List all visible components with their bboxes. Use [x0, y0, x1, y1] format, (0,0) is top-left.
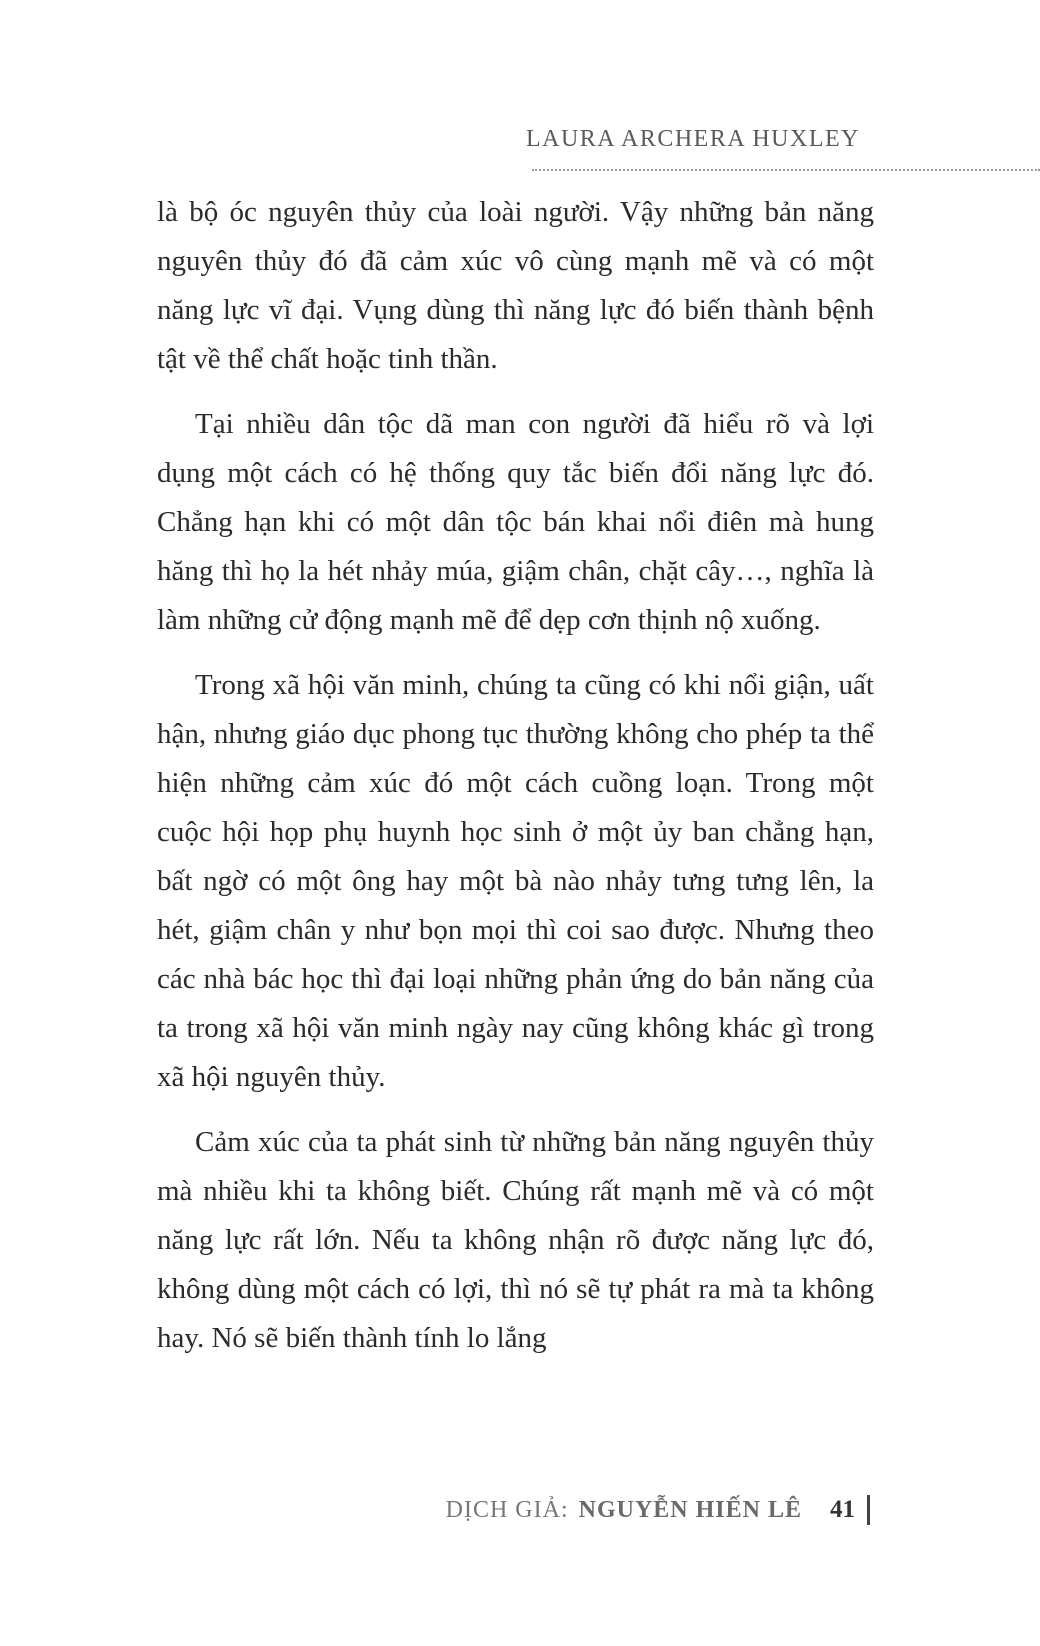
paragraph-2: Tại nhiều dân tộc dã man con người đã hiểu rõ và lợi dụng một cách có hệ thống quy tắc biến đổi năng lực đó. Chẳng hạn khi có một dân tộc bán khai nổi điên mà hung hăng thì họ la hét nhảy múa, giậm chân, chặt cây…, nghĩa là làm những cử động mạnh mẽ để dẹp cơn thịnh nộ xuống.: [157, 408, 874, 636]
page-number-bar: [867, 1495, 870, 1525]
translator-name: NGUYỄN HIẾN LÊ: [578, 1496, 802, 1523]
paragraph-3: Trong xã hội văn minh, chúng ta cũng có khi nổi giận, uất hận, nhưng giáo dục phong tục thường không cho phép ta thể hiện những cảm xúc đó một cách cuồng loạn. Trong một cuộc hội họp phụ huynh học sinh ở một ủy ban chẳng hạn, bất ngờ có một ông hay một bà nào nhảy tưng tưng lên, la hét, giậm chân y như bọn mọi thì coi sao được. Nhưng theo các nhà bác học thì đại loại những phản ứng do bản năng của ta trong xã hội văn minh ngày nay cũng không khác gì trong xã hội nguyên thủy.: [157, 669, 874, 1093]
page-footer: [446, 1495, 870, 1525]
paragraph-4: Cảm xúc của ta phát sinh từ những bản năng nguyên thủy mà nhiều khi ta không biết. Chúng rất mạnh mẽ và có một năng lực rất lớn. Nếu ta không nhận rõ được năng lực đó, không dùng một cách có lợi, thì nó sẽ tự phát ra mà ta không hay. Nó sẽ biến thành tính lo lắng: [157, 1126, 874, 1354]
page-body: [157, 188, 874, 1379]
translator-label: DỊCH GIẢ:: [445, 1496, 569, 1523]
page-number: 41: [830, 1496, 855, 1523]
paragraph-1: là bộ óc nguyên thủy của loài người. Vậy những bản năng nguyên thủy đó đã cảm xúc vô cùng mạnh mẽ và có một năng lực vĩ đại. Vụng dùng thì năng lực đó biến thành bệnh tật về thể chất hoặc tinh thần.: [157, 196, 874, 375]
header-dotted-rule: [532, 169, 1040, 171]
running-head-title: LAURA ARCHERA HUXLEY: [525, 126, 860, 152]
